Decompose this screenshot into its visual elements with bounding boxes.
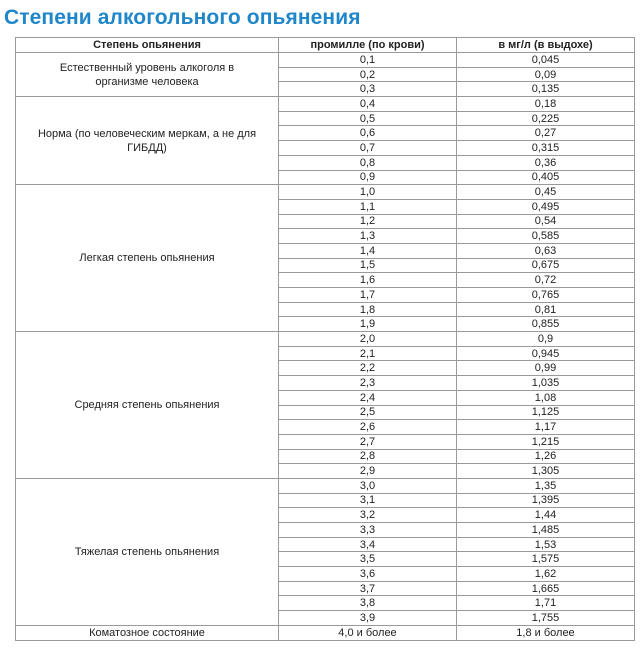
mgl-cell: 1,26 xyxy=(457,449,635,464)
mgl-cell: 1,17 xyxy=(457,420,635,435)
table-row xyxy=(16,332,635,347)
promille-cell: 0,2 xyxy=(279,67,457,82)
promille-cell: 0,5 xyxy=(279,111,457,126)
header-promille: промилле (по крови) xyxy=(279,38,457,53)
mgl-cell: 1,395 xyxy=(457,493,635,508)
mgl-cell: 1,35 xyxy=(457,478,635,493)
promille-cell: 2,1 xyxy=(279,346,457,361)
promille-cell: 1,4 xyxy=(279,243,457,258)
mgl-cell: 0,27 xyxy=(457,126,635,141)
mgl-cell: 1,125 xyxy=(457,405,635,420)
mgl-cell: 0,675 xyxy=(457,258,635,273)
mgl-cell: 0,045 xyxy=(457,53,635,68)
promille-cell: 1,5 xyxy=(279,258,457,273)
promille-cell: 3,9 xyxy=(279,611,457,626)
mgl-cell: 0,54 xyxy=(457,214,635,229)
promille-cell: 0,7 xyxy=(279,141,457,156)
mgl-cell: 0,945 xyxy=(457,346,635,361)
promille-cell: 3,5 xyxy=(279,552,457,567)
promille-cell: 0,3 xyxy=(279,82,457,97)
mgl-cell: 0,495 xyxy=(457,199,635,214)
degree-category-cell: Средняя степень опьянения xyxy=(16,332,279,479)
table-row xyxy=(16,53,635,68)
promille-cell: 2,9 xyxy=(279,464,457,479)
degree-category-cell: Легкая степень опьянения xyxy=(16,185,279,332)
mgl-cell: 0,72 xyxy=(457,273,635,288)
table-row xyxy=(16,625,635,640)
promille-cell: 2,5 xyxy=(279,405,457,420)
promille-cell: 2,2 xyxy=(279,361,457,376)
alcohol-levels-table xyxy=(15,37,635,641)
table-row xyxy=(16,185,635,200)
promille-cell: 0,6 xyxy=(279,126,457,141)
promille-cell: 2,0 xyxy=(279,332,457,347)
mgl-cell: 1,305 xyxy=(457,464,635,479)
mgl-cell: 0,855 xyxy=(457,317,635,332)
mgl-cell: 1,53 xyxy=(457,537,635,552)
mgl-cell: 1,62 xyxy=(457,567,635,582)
mgl-cell: 0,225 xyxy=(457,111,635,126)
mgl-cell: 0,45 xyxy=(457,185,635,200)
promille-cell: 0,9 xyxy=(279,170,457,185)
mgl-cell: 1,035 xyxy=(457,376,635,391)
promille-cell: 3,0 xyxy=(279,478,457,493)
promille-cell: 3,8 xyxy=(279,596,457,611)
page-title: Степени алкогольного опьянения xyxy=(4,6,361,29)
table-body xyxy=(16,53,635,641)
table-header-row xyxy=(16,38,635,53)
promille-cell: 3,6 xyxy=(279,567,457,582)
header-mgl: в мг/л (в выдохе) xyxy=(457,38,635,53)
promille-cell: 2,6 xyxy=(279,420,457,435)
promille-cell: 2,8 xyxy=(279,449,457,464)
promille-cell: 1,1 xyxy=(279,199,457,214)
degree-category-cell: Коматозное состояние xyxy=(16,625,279,640)
promille-cell: 2,4 xyxy=(279,390,457,405)
mgl-cell: 1,665 xyxy=(457,581,635,596)
promille-cell: 1,6 xyxy=(279,273,457,288)
promille-cell: 2,7 xyxy=(279,434,457,449)
mgl-cell: 0,405 xyxy=(457,170,635,185)
promille-cell: 3,1 xyxy=(279,493,457,508)
mgl-cell: 0,09 xyxy=(457,67,635,82)
promille-cell: 3,4 xyxy=(279,537,457,552)
promille-cell: 3,7 xyxy=(279,581,457,596)
promille-cell: 1,7 xyxy=(279,288,457,303)
promille-cell: 1,0 xyxy=(279,185,457,200)
degree-category-cell: Естественный уровень алкоголя в организме человека xyxy=(16,53,279,97)
mgl-cell: 1,485 xyxy=(457,523,635,538)
mgl-cell: 0,765 xyxy=(457,288,635,303)
mgl-cell: 0,36 xyxy=(457,155,635,170)
mgl-cell: 1,71 xyxy=(457,596,635,611)
promille-cell: 3,2 xyxy=(279,508,457,523)
table-row xyxy=(16,478,635,493)
mgl-cell: 1,215 xyxy=(457,434,635,449)
promille-cell: 1,3 xyxy=(279,229,457,244)
mgl-cell: 0,135 xyxy=(457,82,635,97)
table-row xyxy=(16,97,635,112)
promille-cell: 1,8 xyxy=(279,302,457,317)
mgl-cell: 1,44 xyxy=(457,508,635,523)
mgl-cell: 0,18 xyxy=(457,97,635,112)
degree-category-cell: Норма (по человеческим меркам, а не для ГИБДД) xyxy=(16,97,279,185)
mgl-cell: 0,63 xyxy=(457,243,635,258)
mgl-cell: 1,575 xyxy=(457,552,635,567)
promille-cell: 4,0 и более xyxy=(279,625,457,640)
degree-category-cell: Тяжелая степень опьянения xyxy=(16,478,279,625)
mgl-cell: 0,585 xyxy=(457,229,635,244)
mgl-cell: 0,9 xyxy=(457,332,635,347)
promille-cell: 0,1 xyxy=(279,53,457,68)
mgl-cell: 1,08 xyxy=(457,390,635,405)
promille-cell: 0,8 xyxy=(279,155,457,170)
mgl-cell: 0,315 xyxy=(457,141,635,156)
mgl-cell: 1,8 и более xyxy=(457,625,635,640)
promille-cell: 2,3 xyxy=(279,376,457,391)
mgl-cell: 0,81 xyxy=(457,302,635,317)
promille-cell: 1,2 xyxy=(279,214,457,229)
header-degree: Степень опьянения xyxy=(16,38,279,53)
promille-cell: 1,9 xyxy=(279,317,457,332)
promille-cell: 3,3 xyxy=(279,523,457,538)
promille-cell: 0,4 xyxy=(279,97,457,112)
mgl-cell: 1,755 xyxy=(457,611,635,626)
mgl-cell: 0,99 xyxy=(457,361,635,376)
